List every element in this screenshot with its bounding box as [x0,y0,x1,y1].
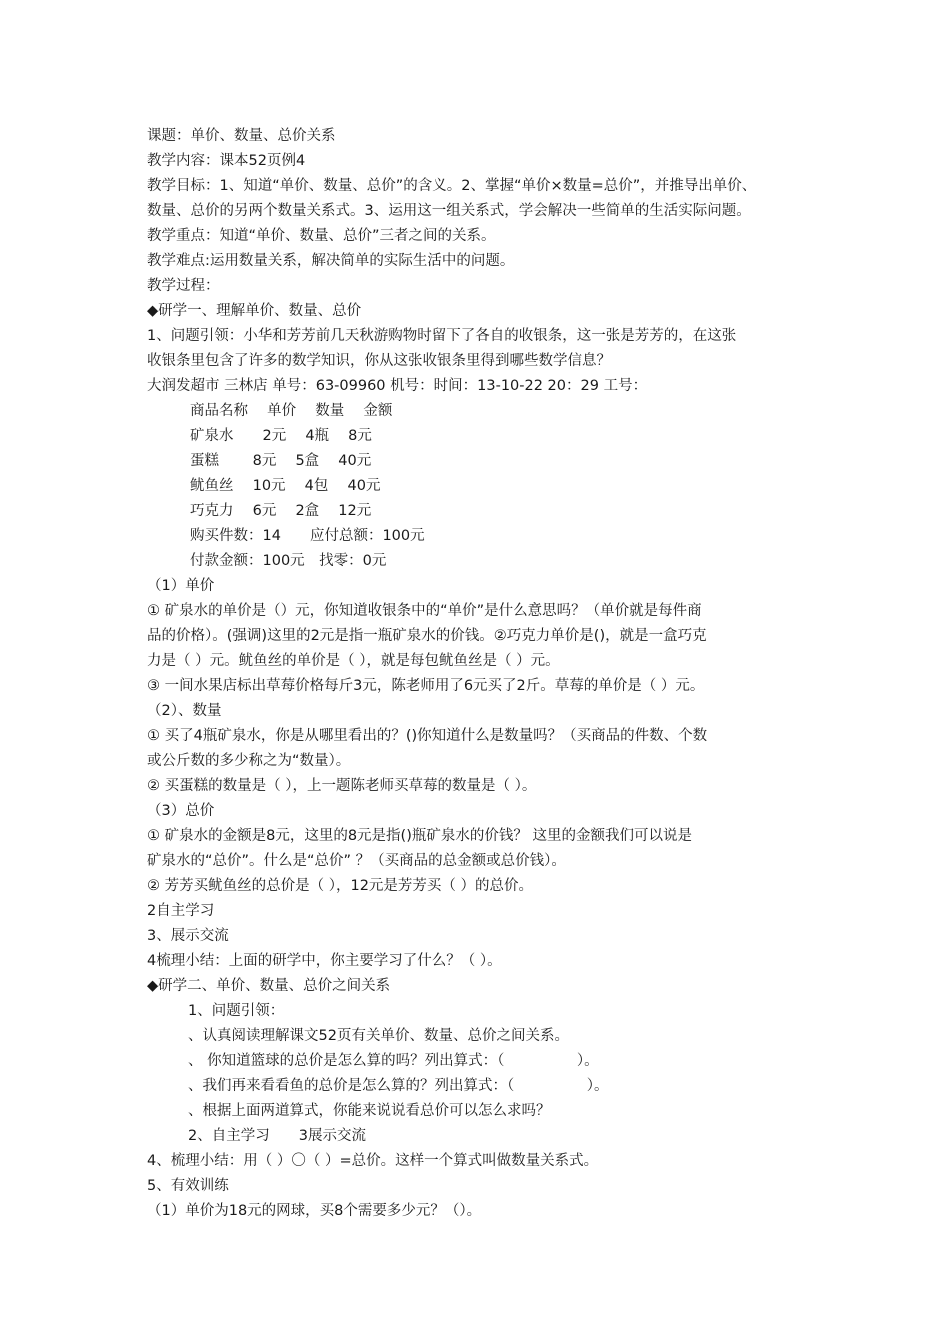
quantity-heading: （2）、数量 [147,703,222,719]
quantity-line-2: 或公斤数的多少称之为“数量）。 [147,753,351,769]
quantity-line-3: ② 买蛋糕的数量是（ ），上一题陈老师买草莓的数量是（ ）。 [147,778,537,794]
receipt-row: 鱿鱼丝 10元 4包 40元 [190,478,381,494]
teaching-focus: 教学重点：知道“单价、数量、总价”三者之间的关系。 [147,228,496,244]
teaching-goal-line-1: 教学目标：1、知道“单价、数量、总价”的含义。2、掌握“单价×数量=总价”，并推导出单价、 [147,178,757,194]
total-price-line-2: 矿泉水的“总价”。什么是“总价” ？（买商品的总金额或总价钱）。 [147,853,566,869]
training-question-1: （1）单价为18元的网球，买8个需要多少元？（）。 [147,1203,482,1219]
unit-price-line-2: 品的价格）。(强调)这里的2元是指一瓶矿泉水的价钱。②巧克力单价是()，就是一盒巧克 [147,628,707,644]
receipt-total: 购买件数：14 应付总额：100元 [190,528,425,544]
receipt-row: 矿泉水 2元 4瓶 8元 [190,428,372,444]
total-price-line-1: ① 矿泉水的金额是8元，这里的8元是指()瓶矿泉水的价钱？ 这里的金额我们可以说是 [147,828,692,844]
receipt-columns: 商品名称 单价 数量 金额 [190,403,393,419]
teaching-goal-line-2: 数量、总价的另两个数量关系式。3、运用这一组关系式，学会解决一些简单的生活实际问题。 [147,203,751,219]
training-heading: 5、有效训练 [147,1178,229,1194]
question-intro-line-2: 收银条里包含了许多的数学知识，你从这张收银条里得到哪些数学信息？ [147,353,611,369]
teaching-difficulty: 教学难点:运用数量关系，解决简单的实际生活中的问题。 [147,253,515,269]
lesson-title: 课题：单价、数量、总价关系 [147,128,336,144]
quantity-line-1: ① 买了4瓶矿泉水，你是从哪里看出的？()你知道什么是数量吗？（买商品的件数、个数 [147,728,708,744]
unit-price-heading: （1）单价 [147,578,215,594]
self-study-two: 2、自主学习 3展示交流 [188,1128,366,1144]
receipt-header: 大润发超市 三林店 单号：63-09960 机号：时间：13-10-22 20：29 工号： [147,378,648,394]
unit-price-line-3: 力是（ ）元。鱿鱼丝的单价是（ ），就是每包鱿鱼丝是（ ）元。 [147,653,560,669]
total-price-line-3: ② 芳芳买鱿鱼丝的总价是（ ），12元是芳芳买（ ）的总价。 [147,878,534,894]
fish-question: 、我们再来看看鱼的总价是怎么算的？列出算式：（ ）。 [188,1078,609,1094]
self-study: 2自主学习 [147,903,215,919]
teaching-process-heading: 教学过程： [147,278,220,294]
unit-price-line-1: ① 矿泉水的单价是（）元，你知道收银条中的“单价”是什么意思吗？（单价就是每件商 [147,603,702,619]
study-one-heading: ◆研学一、理解单价、数量、总价 [147,303,362,319]
summary: 4梳理小结：上面的研学中，你主要学习了什么？（ ）。 [147,953,502,969]
teaching-content: 教学内容：课本52页例4 [147,153,306,169]
total-price-heading: （3）总价 [147,803,215,819]
study-two-heading: ◆研学二、单价、数量、总价之间关系 [147,978,391,994]
question-intro-line-1: 1、问题引领：小华和芳芳前几天秋游购物时留下了各自的收银条，这一张是芳芳的，在这张 [147,328,737,344]
receipt-payment: 付款金额：100元 找零：0元 [190,553,387,569]
receipt-row: 巧克力 6元 2盒 12元 [190,503,372,519]
summary-two: 4、梳理小结：用（ ）〇（ ）=总价。这样一个算式叫做数量关系式。 [147,1153,599,1169]
presentation: 3、展示交流 [147,928,229,944]
receipt-row: 蛋糕 8元 5盒 40元 [190,453,372,469]
reading-task: 、认真阅读理解课文52页有关单价、数量、总价之间关系。 [188,1028,569,1044]
total-price-question: 、根据上面两道算式，你能来说说看总价可以怎么求吗？ [188,1103,551,1119]
unit-price-line-4: ③ 一间水果店标出草莓价格每斤3元，陈老师用了6元买了2斤。草莓的单价是（ ）元。 [147,678,705,694]
basketball-question: 、 你知道篮球的总价是怎么算的吗？列出算式：（ ）。 [188,1053,599,1069]
question-intro-two: 1、问题引领： [188,1003,285,1019]
